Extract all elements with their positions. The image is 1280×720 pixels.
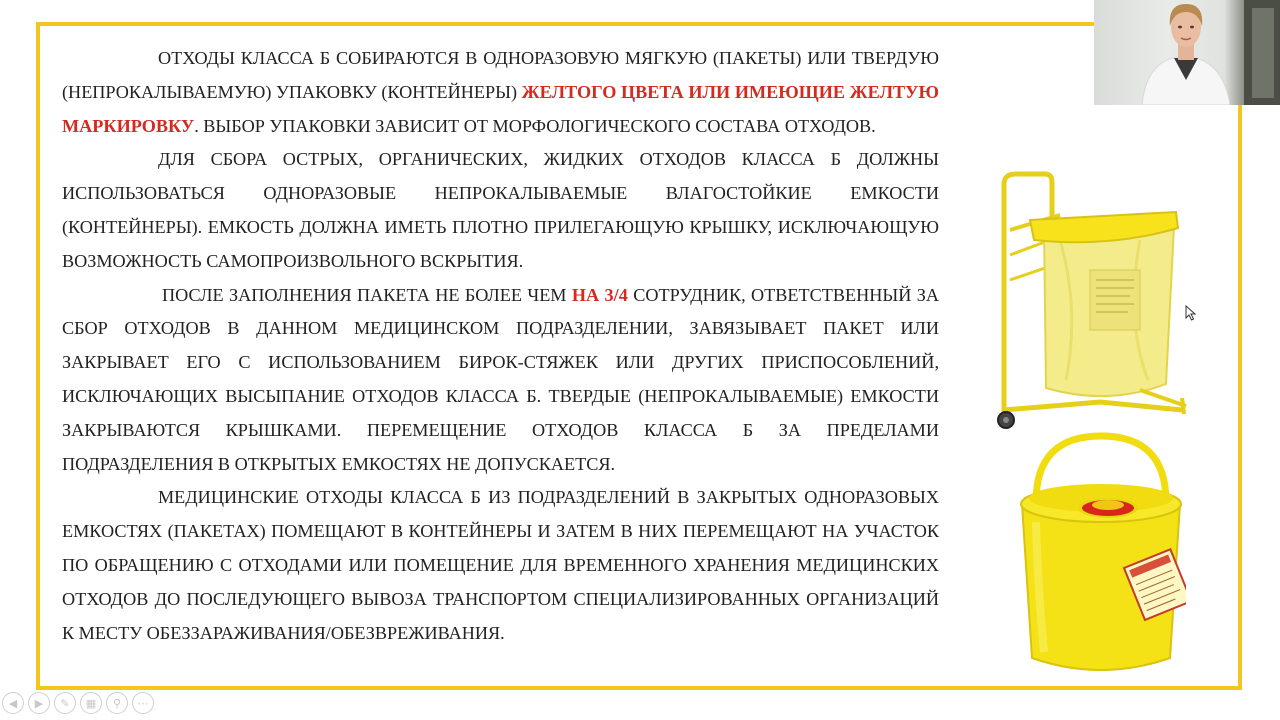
paragraph-4: МЕДИЦИНСКИЕ ОТХОДЫ КЛАССА Б ИЗ ПОДРАЗДЕЛЕНИЙ В ЗАКРЫТЫХ ОДНОРАЗОВЫХ ЕМКОСТЯХ (ПАКЕТАХ) ПОМЕЩАЮТ В КОНТЕЙНЕРЫ И ЗАТЕМ В НИХ ПЕРЕМЕЩАЮТ НА УЧАСТОК ПО ОБРАЩЕНИЮ С ОТХОДАМИ ИЛИ ПОМЕЩЕНИЕ ДЛЯ ВРЕМЕННОГО ХРАНЕНИЯ МЕДИЦИНСКИХ ОТХОДОВ ДО ПОСЛЕДУЮЩЕГО ВЫВОЗА ТРАНСПОРТОМ СПЕЦИАЛИЗИРОВАННЫХ ОРГАНИЗАЦИЙ К МЕСТУ ОБЕЗЗАРАЖИВАНИЯ/ОБЕЗВРЕЖИВАНИЯ. (62, 487, 939, 643)
presentation-controls (2, 692, 154, 716)
slides-icon[interactable]: ▦ (80, 692, 102, 714)
presenter-avatar (1094, 0, 1280, 105)
paragraph-1: ОТХОДЫ КЛАССА Б СОБИРАЮТСЯ В ОДНОРАЗОВУЮ МЯГКУЮ (ПАКЕТЫ) ИЛИ ТВЕРДУЮ (НЕПРОКАЛЫВАЕМУЮ) УПАКОВКУ (КОНТЕЙНЕРЫ) ЖЕЛТОГО ЦВЕТА ИЛИ ИМЕЮЩИЕ ЖЕЛТУЮ МАРКИРОВКУ. ВЫБОР УПАКОВКИ ЗАВИСИТ ОТ МОРФОЛОГИЧЕСКОГО СОСТАВА ОТХОДОВ. (62, 48, 939, 136)
zoom-icon[interactable]: ⚲ (106, 692, 128, 714)
next-icon[interactable]: ▶ (28, 692, 50, 714)
presenter-webcam (1094, 0, 1280, 105)
prev-icon[interactable]: ◀ (2, 692, 24, 714)
paragraph-2: ДЛЯ СБОРА ОСТРЫХ, ОРГАНИЧЕСКИХ, ЖИДКИХ ОТХОДОВ КЛАССА Б ДОЛЖНЫ ИСПОЛЬЗОВАТЬСЯ ОДНОРАЗОВЫЕ НЕПРОКАЛЫВАЕМЫЕ ВЛАГОСТОЙКИЕ ЕМКОСТИ (КОНТЕЙНЕРЫ). ЕМКОСТЬ ДОЛЖНА ИМЕТЬ ПЛОТНО ПРИЛЕГАЮЩУЮ КРЫШКУ, ИСКЛЮЧАЮЩУЮ ВОЗМОЖНОСТЬ САМОПРОИЗВОЛЬНОГО ВСКРЫТИЯ. (62, 149, 939, 271)
waste-bag-stand-image (990, 170, 1190, 436)
slide-text (62, 42, 939, 650)
pen-icon[interactable]: ✎ (54, 692, 76, 714)
mouse-cursor-icon (1185, 305, 1197, 321)
paragraph-3: ПОСЛЕ ЗАПОЛНЕНИЯ ПАКЕТА НЕ БОЛЕЕ ЧЕМ НА 3/4 СОТРУДНИК, ОТВЕТСТВЕННЫЙ ЗА СБОР ОТХОДОВ В ДАННОМ МЕДИЦИНСКОМ ПОДРАЗДЕЛЕНИИ, ЗАВЯЗЫВАЕТ ПАКЕТ ИЛИ ЗАКРЫВАЕТ ЕГО С ИСПОЛЬЗОВАНИЕМ БИРОК-СТЯЖЕК ИЛИ ДРУГИХ ПРИСПОСОБЛЕНИЙ, ИСКЛЮЧАЮЩИХ ВЫСЫПАНИЕ ОТХОДОВ КЛАССА Б. ТВЕРДЫЕ (НЕПРОКАЛЫВАЕМЫЕ) ЕМКОСТИ ЗАКРЫВАЮТСЯ КРЫШКАМИ. ПЕРЕМЕЩЕНИЕ ОТХОДОВ КЛАССА Б ЗА ПРЕДЕЛАМИ ПОДРАЗДЕЛЕНИЯ В ОТКРЫТЫХ ЕМКОСТЯХ НЕ ДОПУСКАЕТСЯ. (62, 284, 939, 474)
yellow-color-highlight: ЖЕЛТОГО ЦВЕТА ИЛИ ИМЕЮЩИЕ ЖЕЛТУЮ МАРКИРОВКУ (62, 81, 939, 136)
more-icon[interactable]: ⋯ (132, 692, 154, 714)
sharps-container-image (1016, 432, 1186, 676)
three-quarters-highlight: НА 3/4 (571, 284, 628, 305)
